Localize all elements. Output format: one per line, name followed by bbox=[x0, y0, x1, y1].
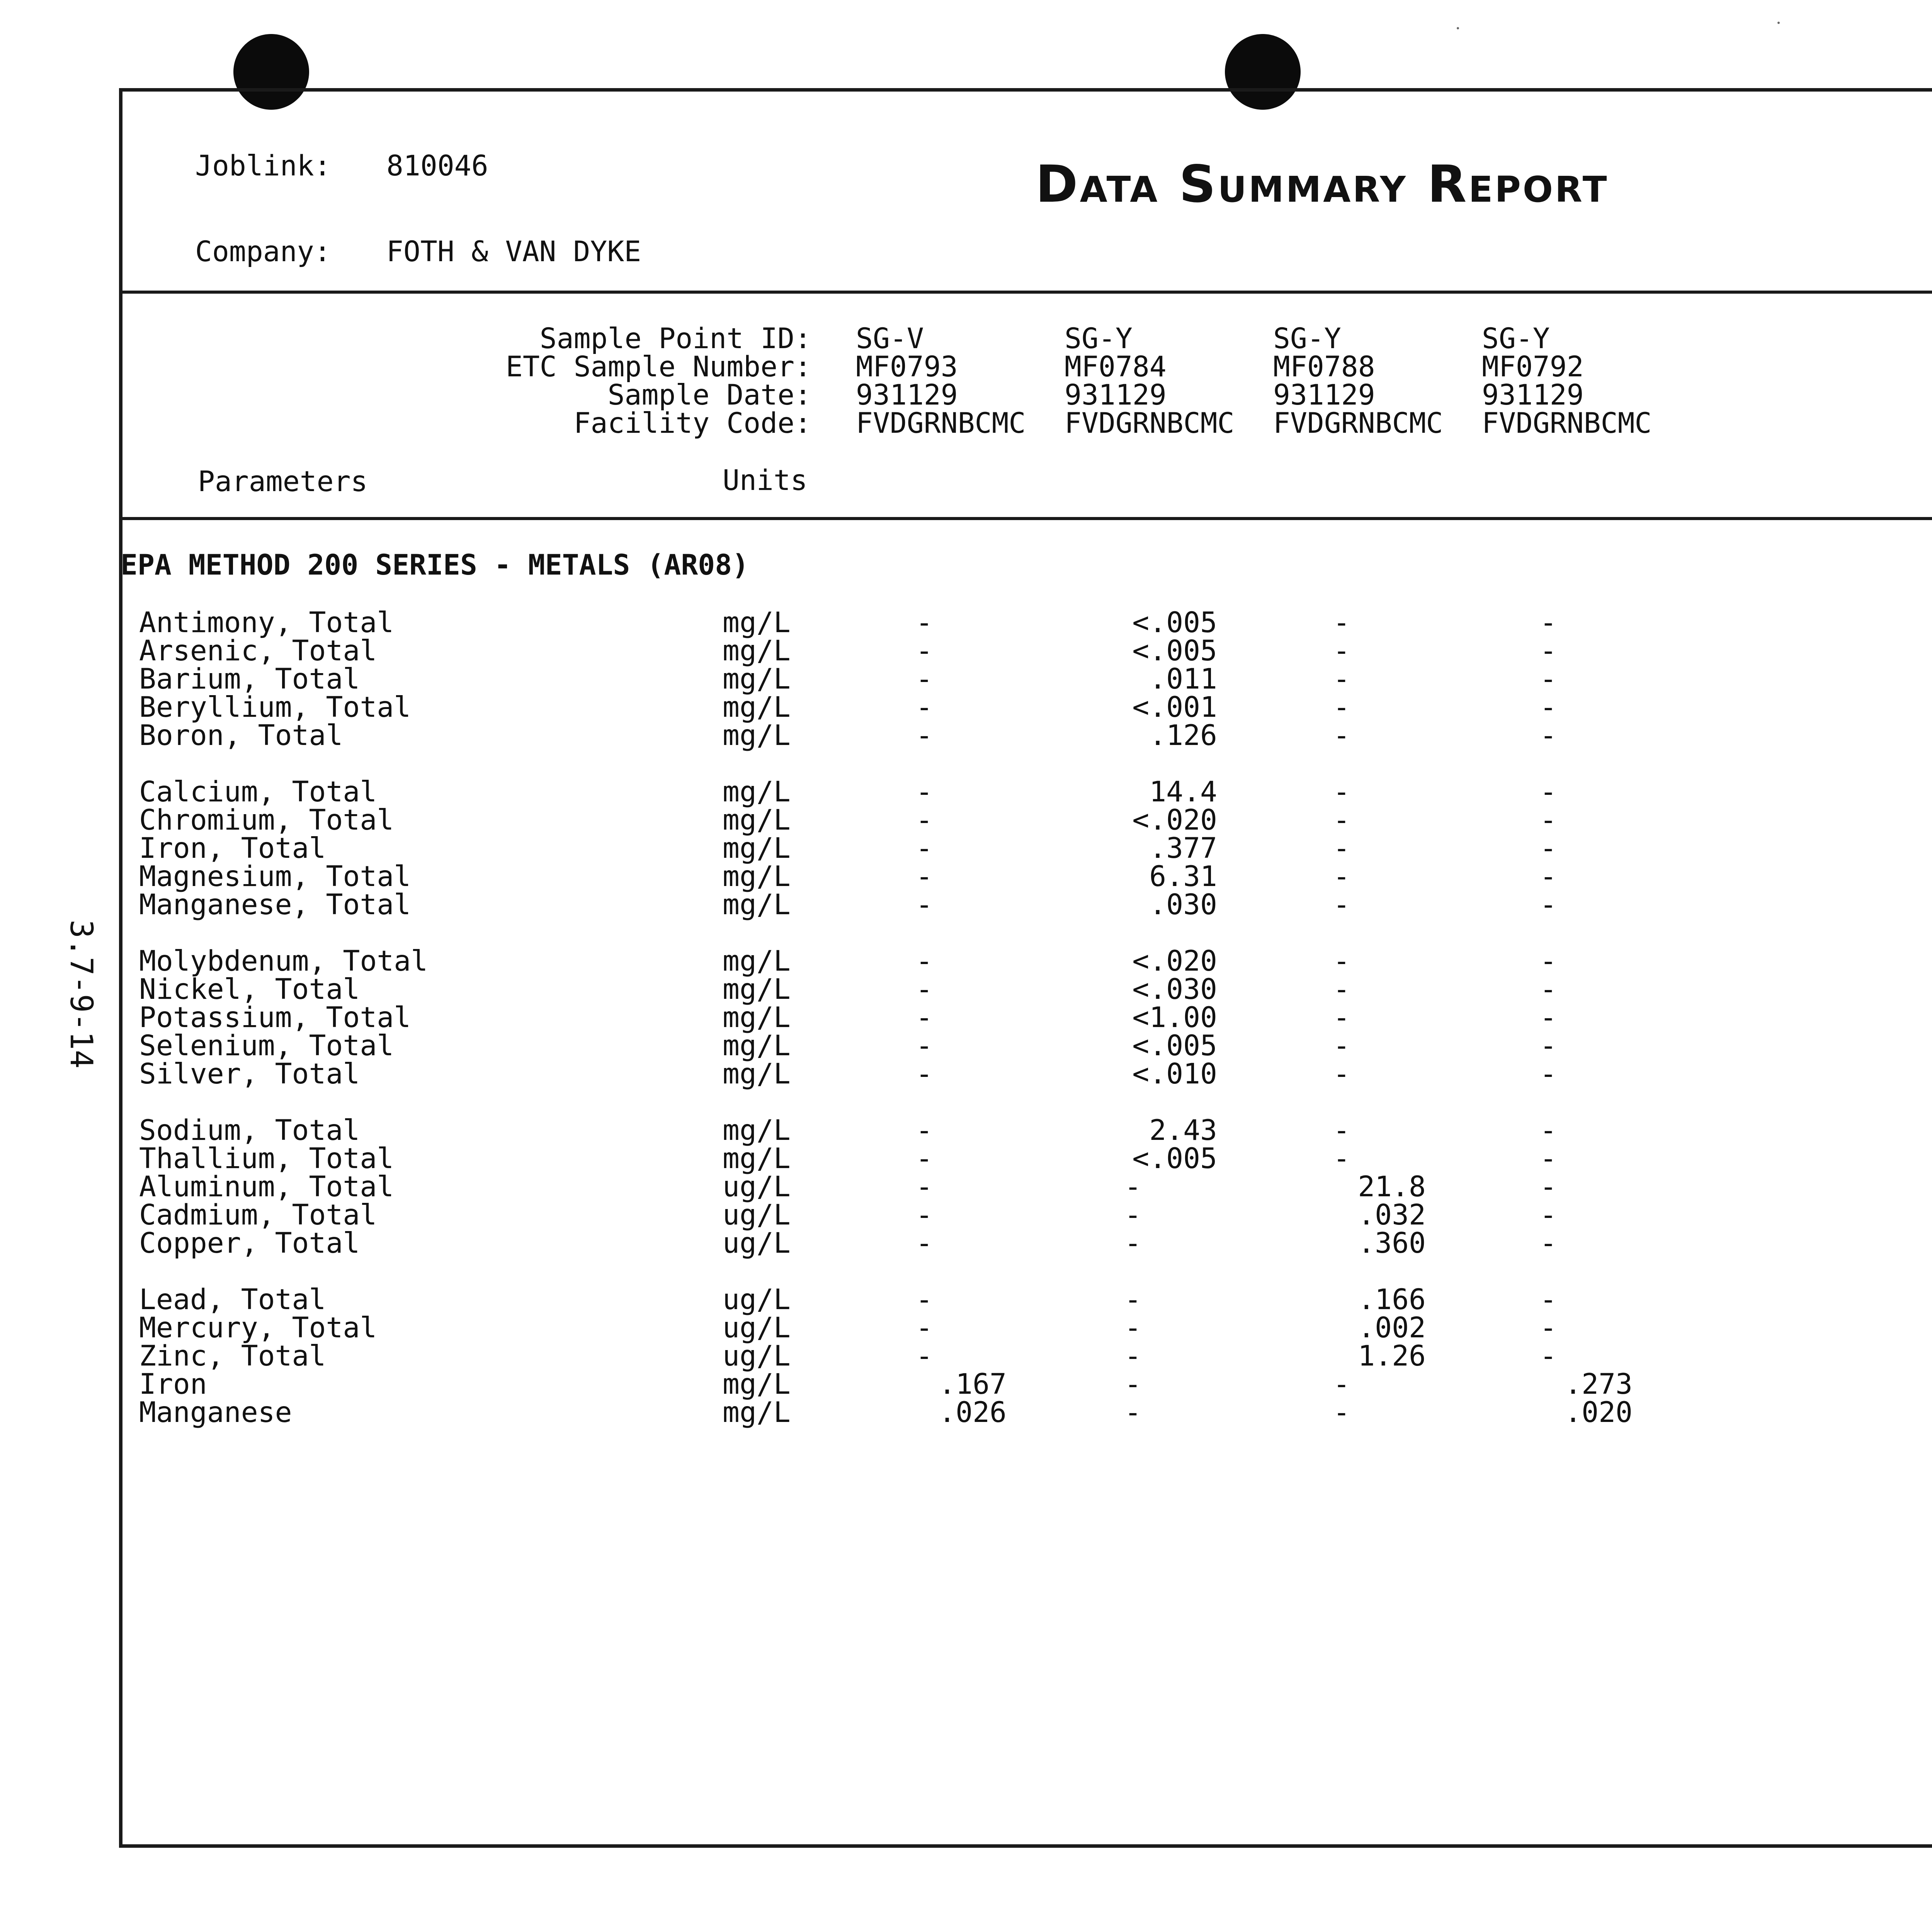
sample-date-label: Sample Date: bbox=[607, 379, 811, 412]
table-row bbox=[0, 1060, 1932, 1088]
table-row bbox=[0, 691, 1932, 724]
sample-2-point-id: SG-Y bbox=[1065, 322, 1133, 355]
sample-3-value: - bbox=[1333, 945, 1350, 978]
sample-4-value: .273 bbox=[1565, 1368, 1633, 1401]
table-row bbox=[0, 862, 1932, 891]
parameter-name: Sodium, Total bbox=[139, 1114, 360, 1147]
table-row bbox=[0, 832, 1932, 865]
parameter-name: Molybdenum, Total bbox=[139, 945, 428, 978]
sample-2-date: 931129 bbox=[1065, 379, 1167, 412]
sample-1-value: - bbox=[916, 1029, 933, 1062]
table-row bbox=[0, 1227, 1932, 1260]
report-title: Data Summary Report bbox=[1036, 155, 1609, 214]
sample-1-value: - bbox=[916, 1114, 933, 1147]
parameter-unit: mg/L bbox=[723, 663, 791, 696]
parameter-unit: mg/L bbox=[723, 776, 791, 808]
table-row bbox=[0, 1116, 1932, 1145]
sample-1-point-id: SG-V bbox=[856, 322, 924, 355]
sample-3-value: - bbox=[1333, 804, 1350, 837]
sample-4-etc-number: MF0792 bbox=[1482, 350, 1584, 383]
sample-2-value: <.020 bbox=[1132, 804, 1217, 837]
parameter-unit: ug/L bbox=[723, 1340, 791, 1372]
sample-2-value: 14.4 bbox=[1149, 776, 1217, 808]
parameter-name: Copper, Total bbox=[139, 1227, 360, 1260]
table-row bbox=[0, 1170, 1932, 1203]
parameter-name: Chromium, Total bbox=[139, 804, 394, 837]
sample-2-value: - bbox=[1124, 1227, 1141, 1260]
parameter-unit: mg/L bbox=[723, 1114, 791, 1147]
parameter-unit: mg/L bbox=[723, 804, 791, 837]
sample-3-value: - bbox=[1333, 1142, 1350, 1175]
sample-2-value: <.020 bbox=[1132, 945, 1217, 978]
parameter-unit: ug/L bbox=[723, 1283, 791, 1316]
sample-1-value: - bbox=[916, 945, 933, 978]
table-row bbox=[0, 606, 1932, 639]
margin-note: 3.7-9-14 bbox=[63, 920, 99, 1069]
sample-2-value: <.005 bbox=[1132, 1142, 1217, 1175]
sample-1-value: - bbox=[916, 888, 933, 921]
sample-2-value: - bbox=[1124, 1340, 1141, 1372]
etc-sample-number-label: ETC Sample Number: bbox=[505, 350, 811, 383]
sample-3-value: - bbox=[1333, 634, 1350, 667]
sample-point-id-label: Sample Point ID: bbox=[539, 322, 811, 355]
table-row bbox=[0, 1003, 1932, 1032]
sample-3-value: - bbox=[1333, 860, 1350, 893]
sample-1-value: - bbox=[916, 606, 933, 639]
sample-4-value: - bbox=[1540, 606, 1557, 639]
sample-4-date: 931129 bbox=[1482, 379, 1584, 412]
sample-1-value: - bbox=[916, 860, 933, 893]
sample-2-value: - bbox=[1124, 1199, 1141, 1231]
sample-1-value: - bbox=[916, 1227, 933, 1260]
scan-speck bbox=[1777, 22, 1780, 24]
parameter-unit: ug/L bbox=[723, 1311, 791, 1344]
table-row bbox=[0, 804, 1932, 837]
table-row bbox=[0, 634, 1932, 667]
sample-1-value: - bbox=[916, 1199, 933, 1231]
sample-2-value: 2.43 bbox=[1149, 1114, 1217, 1147]
parameter-unit: mg/L bbox=[723, 888, 791, 921]
parameter-name: Beryllium, Total bbox=[139, 691, 411, 724]
sample-2-value: <.030 bbox=[1132, 973, 1217, 1006]
table-row bbox=[0, 1142, 1932, 1175]
table-row bbox=[0, 888, 1932, 921]
table-row bbox=[0, 663, 1932, 696]
sample-2-etc-number: MF0784 bbox=[1065, 350, 1167, 383]
sample-3-value: - bbox=[1333, 663, 1350, 696]
table-row bbox=[0, 1342, 1932, 1370]
sample-1-value: - bbox=[916, 804, 933, 837]
sample-1-value: - bbox=[916, 1170, 933, 1203]
sample-4-facility-code: FVDGRNBCMC bbox=[1482, 407, 1652, 440]
parameter-unit: mg/L bbox=[723, 606, 791, 639]
sample-4-value: - bbox=[1540, 1311, 1557, 1344]
joblink-value: 810046 bbox=[386, 150, 488, 182]
sample-4-value: - bbox=[1540, 776, 1557, 808]
sample-1-value: - bbox=[916, 634, 933, 667]
sample-3-value: - bbox=[1333, 832, 1350, 865]
scan-speck bbox=[1457, 27, 1459, 29]
sample-4-value: - bbox=[1540, 663, 1557, 696]
sample-4-value: - bbox=[1540, 832, 1557, 865]
parameter-name: Manganese, Total bbox=[139, 888, 411, 921]
parameter-unit: mg/L bbox=[723, 1029, 791, 1062]
sample-1-etc-number: MF0793 bbox=[856, 350, 958, 383]
parameter-unit: mg/L bbox=[723, 1058, 791, 1090]
sample-1-value: - bbox=[916, 1142, 933, 1175]
sample-2-value: <1.00 bbox=[1132, 1001, 1217, 1034]
sample-1-value: .167 bbox=[939, 1368, 1007, 1401]
parameter-unit: mg/L bbox=[723, 973, 791, 1006]
sample-2-value: - bbox=[1124, 1396, 1141, 1429]
units-column-header: Units bbox=[723, 464, 808, 497]
parameter-name: Thallium, Total bbox=[139, 1142, 394, 1175]
sample-1-value: - bbox=[916, 719, 933, 752]
joblink-label: Joblink: bbox=[195, 150, 331, 182]
sample-3-value: - bbox=[1333, 606, 1350, 639]
sample-4-value: - bbox=[1540, 1227, 1557, 1260]
sample-3-value: - bbox=[1333, 973, 1350, 1006]
parameter-name: Silver, Total bbox=[139, 1058, 360, 1090]
table-row bbox=[0, 721, 1932, 750]
section-title: EPA METHOD 200 SERIES - METALS (AR08) bbox=[121, 549, 749, 582]
sample-4-value: - bbox=[1540, 1142, 1557, 1175]
sample-2-value: .011 bbox=[1149, 663, 1217, 696]
table-row bbox=[0, 1029, 1932, 1062]
parameters-column-header: Parameters bbox=[198, 465, 368, 498]
parameter-unit: ug/L bbox=[723, 1199, 791, 1231]
table-row bbox=[0, 1398, 1932, 1427]
sample-3-date: 931129 bbox=[1273, 379, 1375, 412]
parameter-name: Iron, Total bbox=[139, 832, 326, 865]
sample-3-value: .002 bbox=[1358, 1311, 1426, 1344]
parameter-unit: mg/L bbox=[723, 860, 791, 893]
sample-4-value: - bbox=[1540, 1058, 1557, 1090]
sample-3-value: - bbox=[1333, 719, 1350, 752]
sample-4-value: - bbox=[1540, 1340, 1557, 1372]
sample-1-value: - bbox=[916, 691, 933, 724]
sample-1-value: - bbox=[916, 973, 933, 1006]
parameter-unit: ug/L bbox=[723, 1170, 791, 1203]
company-value: FOTH & VAN DYKE bbox=[386, 235, 641, 268]
sample-2-value: <.005 bbox=[1132, 606, 1217, 639]
parameter-name: Boron, Total bbox=[139, 719, 343, 752]
parameter-name: Lead, Total bbox=[139, 1283, 326, 1316]
parameter-name: Mercury, Total bbox=[139, 1311, 377, 1344]
table-row bbox=[0, 1311, 1932, 1344]
sample-2-value: - bbox=[1124, 1170, 1141, 1203]
sample-2-value: <.001 bbox=[1132, 691, 1217, 724]
sample-2-value: .030 bbox=[1149, 888, 1217, 921]
sample-4-value: - bbox=[1540, 719, 1557, 752]
parameter-unit: mg/L bbox=[723, 634, 791, 667]
parameter-name: Selenium, Total bbox=[139, 1029, 394, 1062]
sample-1-value: - bbox=[916, 1001, 933, 1034]
sample-3-value: .166 bbox=[1358, 1283, 1426, 1316]
parameter-name: Calcium, Total bbox=[139, 776, 377, 808]
sample-4-value: - bbox=[1540, 1199, 1557, 1231]
sample-2-value: - bbox=[1124, 1311, 1141, 1344]
parameter-name: Arsenic, Total bbox=[139, 634, 377, 667]
sample-3-value: 1.26 bbox=[1358, 1340, 1426, 1372]
sample-3-value: .032 bbox=[1358, 1199, 1426, 1231]
sample-3-value: - bbox=[1333, 776, 1350, 808]
sample-2-value: <.005 bbox=[1132, 1029, 1217, 1062]
sample-2-value: <.010 bbox=[1132, 1058, 1217, 1090]
sample-3-value: - bbox=[1333, 1058, 1350, 1090]
sample-1-value: - bbox=[916, 663, 933, 696]
sample-2-value: <.005 bbox=[1132, 634, 1217, 667]
sample-1-value: - bbox=[916, 1311, 933, 1344]
parameter-name: Barium, Total bbox=[139, 663, 360, 696]
parameter-unit: mg/L bbox=[723, 719, 791, 752]
sample-4-value: - bbox=[1540, 888, 1557, 921]
parameter-unit: mg/L bbox=[723, 691, 791, 724]
sample-3-value: .360 bbox=[1358, 1227, 1426, 1260]
table-row bbox=[0, 945, 1932, 978]
parameter-name: Manganese bbox=[139, 1396, 292, 1429]
table-row bbox=[0, 973, 1932, 1006]
parameter-name: Iron bbox=[139, 1368, 207, 1401]
sample-3-etc-number: MF0788 bbox=[1273, 350, 1375, 383]
sample-4-value: - bbox=[1540, 634, 1557, 667]
sample-4-value: - bbox=[1540, 1001, 1557, 1034]
sample-1-value: - bbox=[916, 1283, 933, 1316]
parameter-name: Nickel, Total bbox=[139, 973, 360, 1006]
sample-4-point-id: SG-Y bbox=[1482, 322, 1550, 355]
sample-3-facility-code: FVDGRNBCMC bbox=[1273, 407, 1443, 440]
parameter-unit: mg/L bbox=[723, 945, 791, 978]
parameter-name: Aluminum, Total bbox=[139, 1170, 394, 1203]
table-row bbox=[0, 1368, 1932, 1401]
parameter-name: Magnesium, Total bbox=[139, 860, 411, 893]
parameter-name: Potassium, Total bbox=[139, 1001, 411, 1034]
facility-code-label: Facility Code: bbox=[573, 407, 811, 440]
sample-3-value: - bbox=[1333, 1368, 1350, 1401]
sample-3-value: - bbox=[1333, 1029, 1350, 1062]
table-row bbox=[0, 1201, 1932, 1229]
sample-1-value: .026 bbox=[939, 1396, 1007, 1429]
sample-4-value: - bbox=[1540, 1170, 1557, 1203]
parameter-name: Cadmium, Total bbox=[139, 1199, 377, 1231]
parameter-unit: mg/L bbox=[723, 1142, 791, 1175]
sample-4-value: - bbox=[1540, 1029, 1557, 1062]
sample-2-value: - bbox=[1124, 1283, 1141, 1316]
parameter-unit: mg/L bbox=[723, 1001, 791, 1034]
sample-3-value: - bbox=[1333, 691, 1350, 724]
sample-4-value: - bbox=[1540, 973, 1557, 1006]
sample-1-value: - bbox=[916, 1058, 933, 1090]
sample-3-value: - bbox=[1333, 1114, 1350, 1147]
sample-4-value: - bbox=[1540, 1114, 1557, 1147]
parameter-unit: ug/L bbox=[723, 1227, 791, 1260]
column-header-divider bbox=[119, 517, 1932, 520]
sample-2-value: .126 bbox=[1149, 719, 1217, 752]
sample-2-facility-code: FVDGRNBCMC bbox=[1065, 407, 1235, 440]
sample-4-value: - bbox=[1540, 945, 1557, 978]
table-row bbox=[0, 778, 1932, 806]
sample-4-value: - bbox=[1540, 860, 1557, 893]
sample-1-facility-code: FVDGRNBCMC bbox=[856, 407, 1026, 440]
sample-1-date: 931129 bbox=[856, 379, 958, 412]
sample-2-value: .377 bbox=[1149, 832, 1217, 865]
company-label: Company: bbox=[195, 235, 331, 268]
sample-3-value: - bbox=[1333, 888, 1350, 921]
parameter-name: Zinc, Total bbox=[139, 1340, 326, 1372]
sample-1-value: - bbox=[916, 832, 933, 865]
sample-4-value: .020 bbox=[1565, 1396, 1633, 1429]
parameter-unit: mg/L bbox=[723, 1396, 791, 1429]
sample-3-point-id: SG-Y bbox=[1273, 322, 1341, 355]
parameter-unit: mg/L bbox=[723, 832, 791, 865]
table-row bbox=[0, 1283, 1932, 1316]
header-divider bbox=[119, 291, 1932, 294]
sample-1-value: - bbox=[916, 776, 933, 808]
parameter-unit: mg/L bbox=[723, 1368, 791, 1401]
sample-4-value: - bbox=[1540, 1283, 1557, 1316]
parameter-name: Antimony, Total bbox=[139, 606, 394, 639]
sample-3-value: - bbox=[1333, 1396, 1350, 1429]
sample-1-value: - bbox=[916, 1340, 933, 1372]
sample-2-value: 6.31 bbox=[1149, 860, 1217, 893]
sample-3-value: 21.8 bbox=[1358, 1170, 1426, 1203]
sample-2-value: - bbox=[1124, 1368, 1141, 1401]
sample-4-value: - bbox=[1540, 804, 1557, 837]
sample-4-value: - bbox=[1540, 691, 1557, 724]
sample-3-value: - bbox=[1333, 1001, 1350, 1034]
